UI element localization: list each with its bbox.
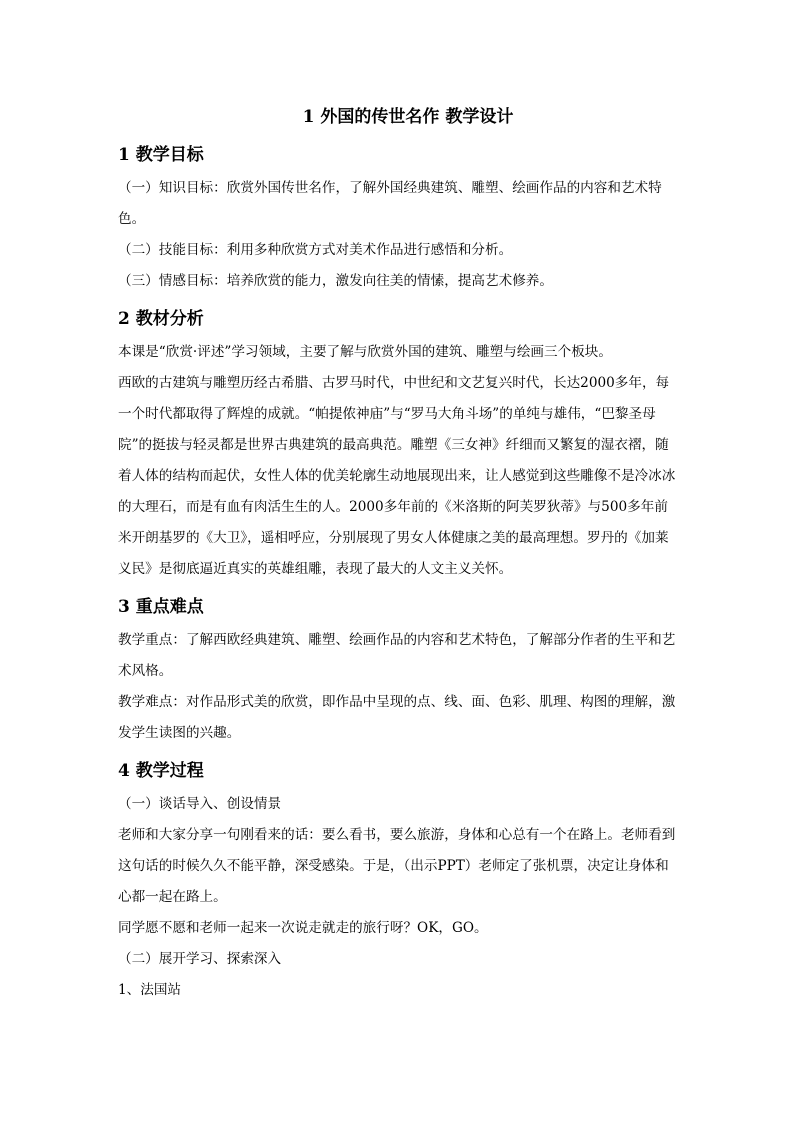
section-heading: 2 教材分析 (118, 309, 204, 329)
section-heading: 3 重点难点 (118, 597, 204, 617)
document-title: 1 外国的传世名作 教学设计 (302, 107, 514, 127)
paragraph: 教学难点：对作品形式美的欣赏，即作品中呈现的点、线、面、色彩、肌理、构图的理解，激发学生读图的兴趣。 (118, 694, 676, 741)
paragraph: 老师和大家分享一句刚看来的话：要么看书，要么旅游，身体和心总有一个在路上。老师看到这句话的时候久久不能平静，深受感染。于是，（出示PPT）老师定了张机票，决定让身体和心都一起在路上。 (118, 827, 676, 905)
section-teaching-goals (118, 145, 678, 297)
paragraph: 西欧的古建筑与雕塑历经古希腊、古罗马时代，中世纪和文艺复兴时代，长达2000多年，每一个时代都取得了辉煌的成就。“帕提侬神庙”与“罗马大角斗场”的单纯与雄伟，“巴黎圣母院”的挺拔与轻灵都是世界古典建筑的最高典范。雕塑《三女神》纤细而又繁复的湿衣褶，随着人体的结构而起伏，女性人体的优美轮廓生动地展现出来，让人感觉到这些雕像不是冷冰冰的大理石，而是有血有肉活生生的人。2000多年前的《米洛斯的阿芙罗狄蒂》与500多年前米开朗基罗的《大卫》，遥相呼应，分别展现了男女人体健康之美的最高理想。罗丹的《加莱义民》是彻底逼近真实的英雄组雕，表现了最大的人文主义关怀。 (118, 375, 676, 577)
section-teaching-process (118, 761, 678, 1006)
section-heading: 4 教学过程 (118, 761, 204, 781)
section-key-points (118, 597, 678, 749)
paragraph: （二）技能目标：利用多种欣赏方式对美术作品进行感悟和分析。 (118, 242, 513, 258)
paragraph: 同学愿不愿和老师一起来一次说走就走的旅行呀？OK，GO。 (118, 920, 488, 936)
paragraph: （三）情感目标：培养欣赏的能力，激发向往美的情愫，提高艺术修养。 (118, 273, 553, 289)
section-material-analysis (118, 309, 678, 585)
paragraph: 教学重点：了解西欧经典建筑、雕塑、绘画作品的内容和艺术特色，了解部分作者的生平和艺术风格。 (118, 632, 676, 679)
paragraph: （二）展开学习、探索深入 (118, 951, 282, 967)
paragraph: （一）知识目标：欣赏外国传世名作，了解外国经典建筑、雕塑、绘画作品的内容和艺术特色。 (118, 180, 662, 227)
document-page (118, 100, 678, 1006)
paragraph: 1、法国站 (118, 982, 182, 998)
paragraph: （一）谈话导入、创设情景 (118, 796, 282, 812)
paragraph: 本课是“欣赏·评述”学习领域，主要了解与欣赏外国的建筑、雕塑与绘画三个板块。 (118, 344, 612, 360)
section-heading: 1 教学目标 (118, 145, 204, 165)
